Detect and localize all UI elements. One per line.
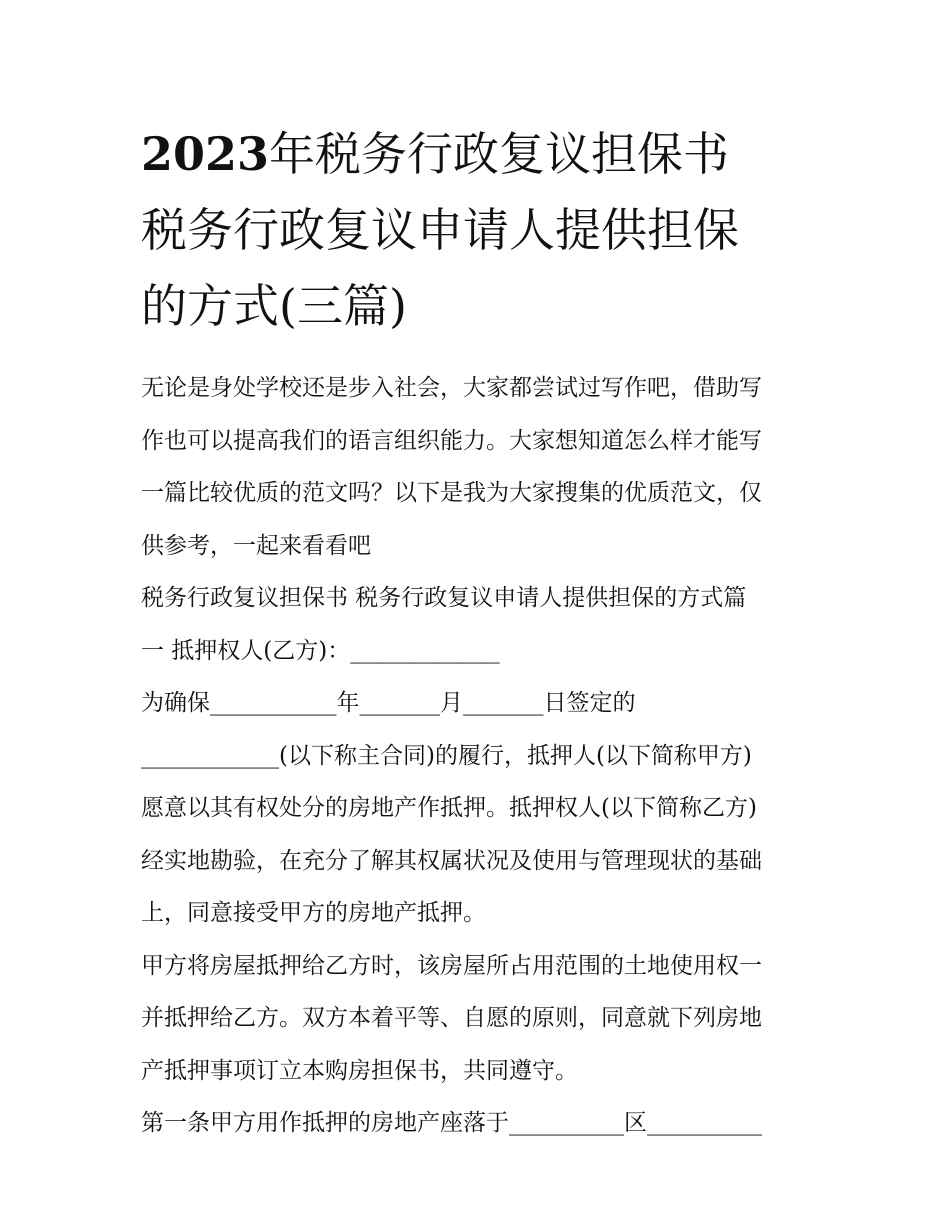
- text-line: 为确保___________年_______月_______日签定的: [141, 690, 636, 716]
- land-use-paragraph: [141, 940, 821, 1098]
- text-line: 并抵押给乙方。双方本着平等、自愿的原则，同意就下列房地: [141, 1005, 762, 1031]
- article-one-paragraph: [141, 1097, 821, 1150]
- text-line: 愿意以其有权处分的房地产作抵押。抵押权人(以下简称乙方): [141, 795, 757, 821]
- text-line: 第一条甲方用作抵押的房地产座落于__________区__________: [141, 1110, 762, 1136]
- document-page: [141, 116, 821, 1150]
- title-line: 2023年税务行政复议担保书: [141, 127, 730, 181]
- text-line: 甲方将房屋抵押给乙方时，该房屋所占用范围的土地使用权一: [141, 952, 762, 979]
- intro-paragraph: [141, 362, 821, 572]
- section-heading-paragraph: [141, 572, 821, 677]
- text-line: 作也可以提高我们的语言组织能力。大家想知道怎么样才能写: [141, 427, 762, 454]
- text-line: 税务行政复议担保书 税务行政复议申请人提供担保的方式篇: [141, 585, 747, 611]
- text-line: 产抵押事项订立本购房担保书，共同遵守。: [141, 1057, 578, 1084]
- document-body: [141, 362, 821, 1150]
- text-line: ____________(以下称主合同)的履行，抵押人(以下简称甲方): [141, 742, 752, 769]
- guarantee-paragraph: [141, 677, 821, 940]
- text-line: 经实地勘验，在充分了解其权属状况及使用与管理现状的基础: [141, 847, 762, 874]
- document-title: [141, 116, 821, 344]
- text-line: 一 抵押权人(乙方)：_____________: [141, 637, 500, 664]
- text-line: 供参考，一起来看看吧: [141, 532, 371, 559]
- text-line: 一篇比较优质的范文吗？以下是我为大家搜集的优质范文，仅: [141, 480, 762, 506]
- text-line: 无论是身处学校还是步入社会，大家都尝试过写作吧，借助写: [141, 375, 762, 401]
- text-line: 上，同意接受甲方的房地产抵押。: [141, 900, 486, 926]
- title-line: 税务行政复议申请人提供担保: [141, 203, 739, 257]
- title-line: 的方式(三篇): [141, 279, 407, 333]
